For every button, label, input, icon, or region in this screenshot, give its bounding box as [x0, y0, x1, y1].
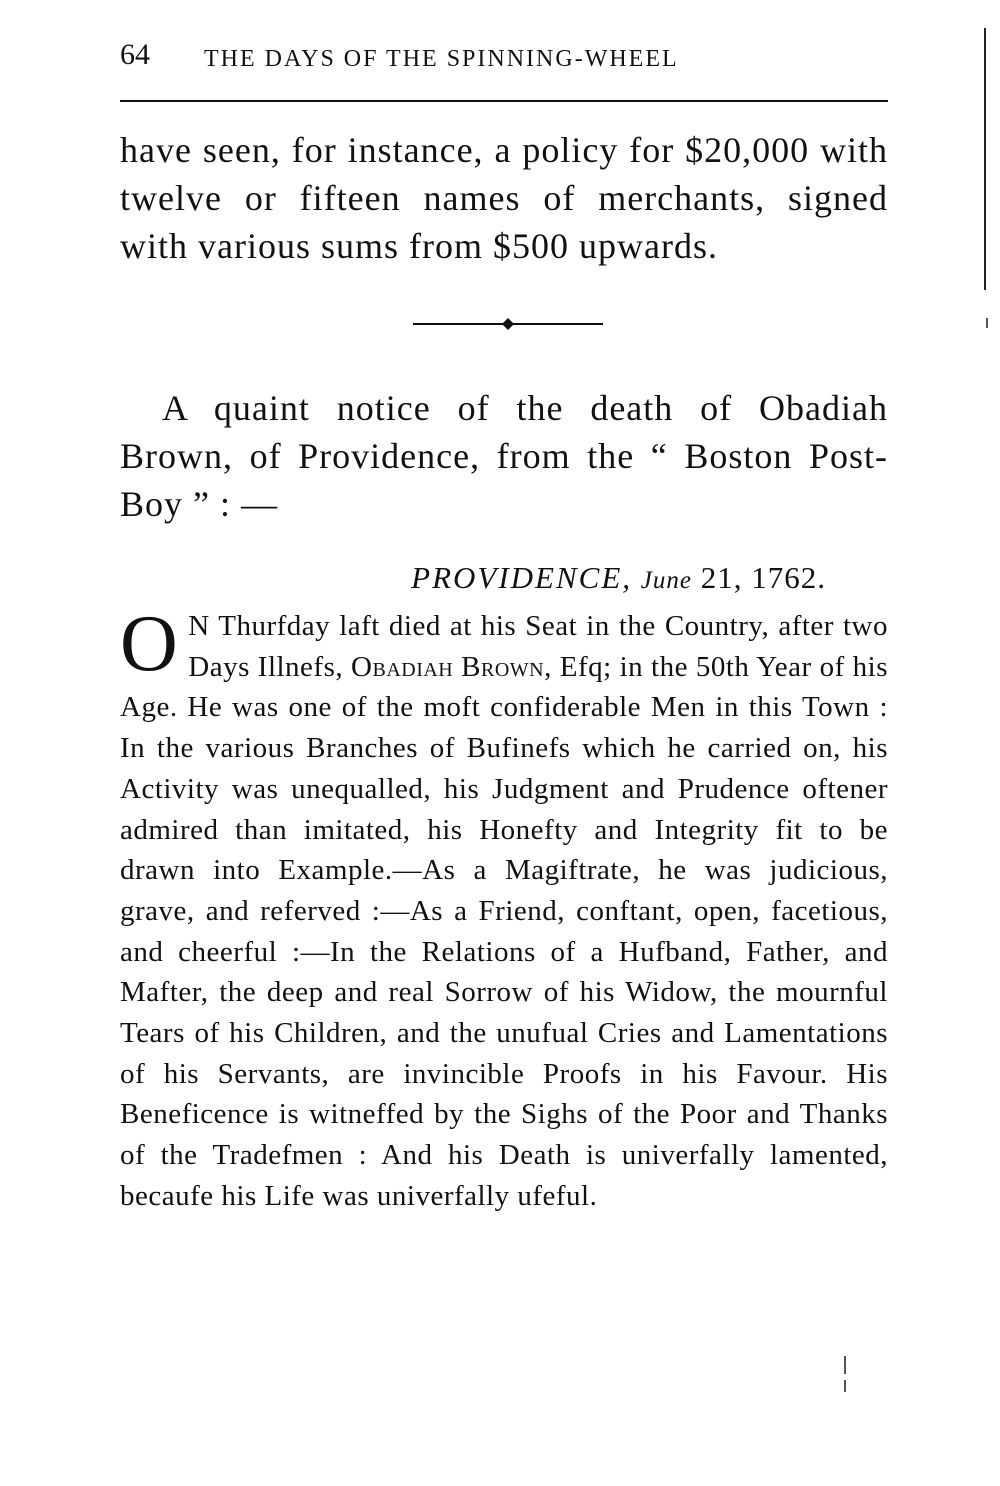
dateline-month: June	[640, 567, 692, 594]
page-number: 64	[120, 38, 150, 71]
notice-dateline	[120, 560, 826, 596]
drop-cap: O	[120, 600, 179, 688]
section-ornament	[413, 316, 603, 332]
page-edge-mark	[844, 1380, 846, 1392]
continued-paragraph: have seen, for instance, a policy for $20,000 with twelve or fifteen names of merchants, signed with various sums from $500 upwards.	[120, 130, 888, 266]
notice-text-part1: N Thurfday laft died at his Seat in the Country, after two Days Illnefs,	[188, 610, 888, 683]
running-title: THE DAYS OF THE SPINNING-WHEEL	[204, 46, 679, 72]
dateline-day-year: 21, 1762.	[700, 560, 826, 595]
page-edge-mark	[844, 1356, 846, 1374]
deceased-name: Obadiah Brown	[351, 650, 545, 683]
death-notice-text	[120, 600, 889, 1217]
header-rule	[120, 100, 888, 102]
dateline-place: PROVIDENCE,	[411, 560, 633, 595]
page-edge-mark	[986, 318, 988, 328]
running-header	[120, 38, 886, 78]
notice-text-part2: , Efq; in the 50th Year of his Age. He was one of the moft confiderable Men in this Town : In the various Branches of Bufinefs which he carried on, his Activity was unequalled, his Judgment and Prudence oftener admired than imitated, his Honefty and Integrity fit to be drawn into Example.—As a Magiftrate, he was judicious, grave, and referved :—As a Friend, conftant, open, facetious, and cheerful :—In the Relations of a Hufband, Father, and Mafter, the deep and real Sorrow of his Widow, the mournful Tears of his Children, and the unufual Cries and Lamentations of his Servants, are invincible Proofs in his Favour. His Beneficence is witneffed by the Sighs of the Poor and Thanks of the Tradefmen : And his Death is univerfally lamented, becaufe his Life was univerfally ufeful.	[120, 650, 889, 1212]
page-edge-line	[984, 28, 986, 290]
intro-paragraph: A quaint notice of the death of Obadiah Brown, of Providence, from the “ Boston Post-Boy ” : —	[120, 388, 888, 524]
